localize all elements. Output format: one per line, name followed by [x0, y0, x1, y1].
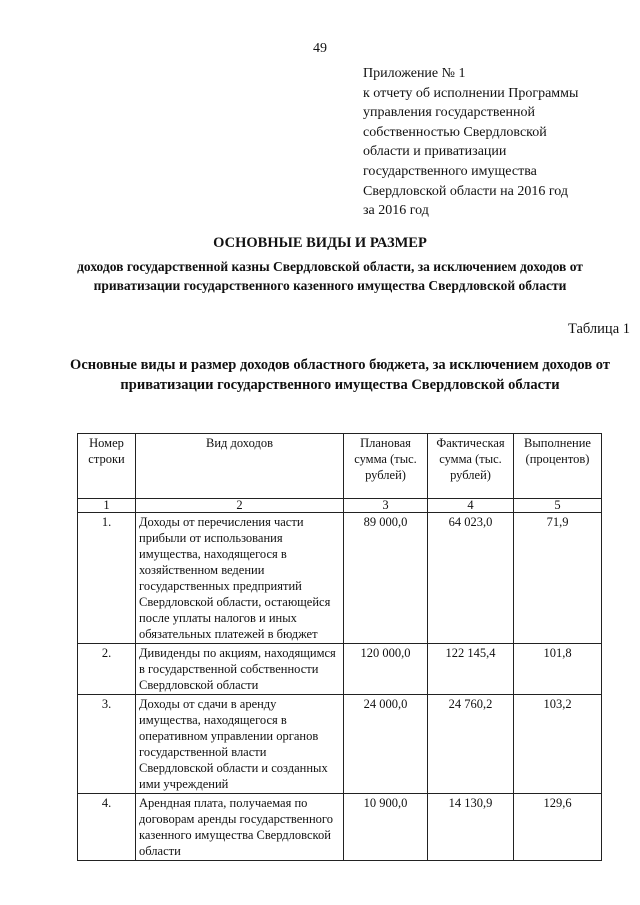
income-type: Дивиденды по акциям, находящимся в государственной собственности Свердловской области: [136, 644, 344, 695]
table-title: Основные виды и размер доходов областного бюджета, за исключением доходов от приватизации государственного имущества Свердловской области: [70, 357, 610, 393]
column-number-row: [78, 499, 602, 513]
appendix-line: государственного имущества: [363, 163, 537, 179]
column-number: 1: [78, 499, 136, 513]
row-number: 2.: [78, 644, 136, 695]
income-type: Доходы от перечисления части прибыли от использования имущества, находящегося в хозяйственном ведении государственных предприятий Свердловской области, остающейся после уплаты налогов и иных обязательных платежей в бюджет: [136, 513, 344, 644]
appendix-line: Приложение № 1: [363, 66, 466, 81]
table-row: [78, 644, 602, 695]
income-type: Доходы от сдачи в аренду имущества, находящегося в оперативном управлении органов государственной власти Свердловской области и созданных ими учреждений: [136, 695, 344, 794]
completion-percent: 101,8: [514, 644, 602, 695]
row-number: 4.: [78, 794, 136, 861]
column-number: 4: [428, 499, 514, 513]
appendix-line: к отчету об исполнении Программы: [363, 85, 579, 101]
column-number: 5: [514, 499, 602, 513]
row-number: 3.: [78, 695, 136, 794]
header-planned-amount: Плановая сумма (тыс. рублей): [344, 434, 428, 499]
header-income-type: Вид доходов: [136, 434, 344, 499]
header-row-number: Номер строки: [78, 434, 136, 499]
column-number: 2: [136, 499, 344, 513]
column-number: 3: [344, 499, 428, 513]
completion-percent: 129,6: [514, 794, 602, 861]
income-table: [77, 433, 602, 861]
appendix-line: собственностью Свердловской: [363, 124, 547, 140]
appendix-line: за 2016 год: [363, 203, 429, 219]
actual-amount: 14 130,9: [428, 794, 514, 861]
appendix-line: управления государственной: [363, 105, 536, 121]
page-number: 49: [313, 41, 327, 56]
document-subtitle: доходов государственной казны Свердловской области, за исключением доходов от приватизации государственного казенного имущества Свердловской области: [77, 259, 583, 293]
header-completion: Выполнение (процентов): [514, 434, 602, 499]
planned-amount: 24 000,0: [344, 695, 428, 794]
completion-percent: 71,9: [514, 513, 602, 644]
appendix-line: области и приватизации: [363, 144, 507, 160]
header-actual-amount: Фактическая сумма (тыс. рублей): [428, 434, 514, 499]
appendix-note: [363, 64, 633, 221]
planned-amount: 120 000,0: [344, 644, 428, 695]
actual-amount: 64 023,0: [428, 513, 514, 644]
appendix-line: Свердловской области на 2016 год: [363, 183, 568, 199]
table-row: [78, 695, 602, 794]
completion-percent: 103,2: [514, 695, 602, 794]
income-type: Арендная плата, получаемая по договорам аренды государственного казенного имущества Свердловской области: [136, 794, 344, 861]
planned-amount: 10 900,0: [344, 794, 428, 861]
document-title: ОСНОВНЫЕ ВИДЫ И РАЗМЕР: [213, 235, 427, 251]
table-row: [78, 794, 602, 861]
table-label: Таблица 1: [567, 321, 630, 337]
table-row: [78, 513, 602, 644]
row-number: 1.: [78, 513, 136, 644]
actual-amount: 122 145,4: [428, 644, 514, 695]
planned-amount: 89 000,0: [344, 513, 428, 644]
actual-amount: 24 760,2: [428, 695, 514, 794]
table-header-row: [78, 434, 602, 499]
